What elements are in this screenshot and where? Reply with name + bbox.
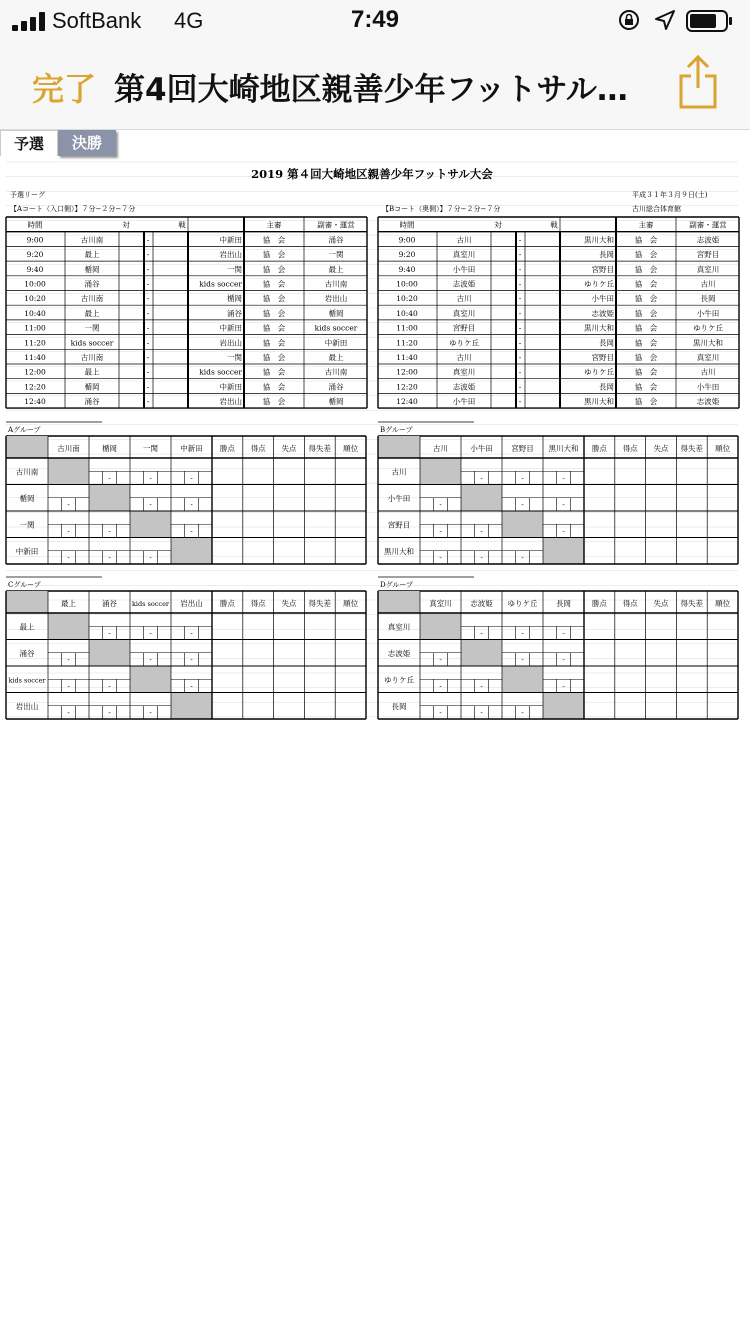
sub-referee: 真室川 xyxy=(696,353,720,362)
away-team: 長岡 xyxy=(599,382,614,392)
away-team: 黒川大和 xyxy=(584,397,614,407)
score-dash: - xyxy=(521,656,524,664)
tab-final[interactable]: 決勝 xyxy=(58,130,116,156)
score-dash: - xyxy=(146,308,150,318)
sheet-tabs xyxy=(0,128,750,156)
score-dash: - xyxy=(518,279,522,289)
score-dash: - xyxy=(562,501,565,509)
standing-header: 失点 xyxy=(653,599,669,608)
score-dash: - xyxy=(480,474,483,483)
score-dash: - xyxy=(108,629,111,638)
orientation-lock-icon xyxy=(618,9,640,31)
standing-header: 得失差 xyxy=(680,599,704,608)
referee-cell: 協 会 xyxy=(262,323,286,333)
match-time: 11:40 xyxy=(24,353,46,362)
standing-header: 勝点 xyxy=(591,599,607,608)
group-label: Aグループ xyxy=(8,426,41,434)
standing-header: 勝点 xyxy=(591,444,607,453)
score-dash: - xyxy=(67,527,70,536)
score-dash: - xyxy=(439,527,442,536)
sub-referee: 涌谷 xyxy=(328,382,344,392)
group-col-team: 最上 xyxy=(61,599,76,608)
group-row-team: 最上 xyxy=(19,622,35,632)
diagonal-cell xyxy=(502,511,543,538)
away-team: 小牛田 xyxy=(591,294,614,304)
network-label: 4G xyxy=(174,8,204,33)
group-corner xyxy=(6,591,48,613)
away-team: 中新田 xyxy=(219,382,242,392)
sub-referee: 志波姫 xyxy=(696,397,720,407)
away-team: 涌谷 xyxy=(227,308,242,318)
match-time: 11:40 xyxy=(396,353,418,362)
home-team: 涌谷 xyxy=(84,279,100,289)
location-icon xyxy=(654,9,676,31)
standing-header: 得失差 xyxy=(680,444,704,453)
sub-referee: 楯岡 xyxy=(328,397,344,407)
score-dash: - xyxy=(149,474,152,483)
venue-label: 古川総合体育館 xyxy=(632,205,681,213)
home-team: 古川 xyxy=(456,353,472,362)
match-time: 10:20 xyxy=(24,294,46,304)
status-bar xyxy=(0,0,750,40)
score-dash: - xyxy=(190,656,193,664)
sub-referee: ゆりケ丘 xyxy=(693,323,723,333)
score-dash: - xyxy=(521,709,524,717)
group-corner xyxy=(378,591,420,613)
score-dash: - xyxy=(521,474,524,483)
score-dash: - xyxy=(480,682,483,691)
group-row-team: 小牛田 xyxy=(387,493,411,503)
away-team: 黒川大和 xyxy=(584,323,614,333)
home-team: 最上 xyxy=(84,250,100,260)
away-team: 宮野目 xyxy=(591,264,614,274)
header-vs: 対 xyxy=(122,220,130,230)
match-time: 9:40 xyxy=(398,264,416,274)
away-team: kids soccer xyxy=(199,279,242,289)
standing-header: 得失差 xyxy=(308,444,332,453)
date-label: 平成３１年３月９日(土) xyxy=(632,191,708,199)
score-dash: - xyxy=(146,294,150,304)
referee-cell: 協 会 xyxy=(634,279,658,289)
match-time: 9:20 xyxy=(26,250,44,260)
score-dash: - xyxy=(480,554,483,562)
match-time: 12:20 xyxy=(396,382,418,392)
score-dash: - xyxy=(67,709,70,717)
referee-cell: 協 会 xyxy=(634,397,658,407)
referee-cell: 協 会 xyxy=(634,382,658,392)
away-team: ゆりケ丘 xyxy=(584,279,614,289)
diagonal-cell xyxy=(171,538,212,565)
group-corner xyxy=(6,436,48,458)
group-row-team: ゆりケ丘 xyxy=(384,675,414,685)
referee-cell: 協 会 xyxy=(262,264,286,274)
sub-referee: 最上 xyxy=(328,264,344,274)
score-dash: - xyxy=(562,656,565,664)
score-dash: - xyxy=(108,474,111,483)
home-team: 最上 xyxy=(84,308,100,318)
away-team: 宮野目 xyxy=(591,353,614,362)
score-dash: - xyxy=(439,501,442,509)
home-team: 一関 xyxy=(84,323,100,333)
score-dash: - xyxy=(518,353,522,362)
score-dash: - xyxy=(67,501,70,509)
score-dash: - xyxy=(146,279,150,289)
diagonal-cell xyxy=(461,485,502,512)
away-team: 楯岡 xyxy=(227,294,242,304)
sheet-title: 2019 第４回大崎地区親善少年フットサル大会 xyxy=(251,167,493,181)
score-dash: - xyxy=(146,323,150,333)
score-dash: - xyxy=(149,709,152,717)
score-dash: - xyxy=(108,682,111,691)
sub-referee: 黒川大和 xyxy=(693,338,723,348)
score-dash: - xyxy=(190,682,193,691)
away-team: 長岡 xyxy=(599,338,614,348)
sub-referee: 一関 xyxy=(328,250,344,260)
away-team: 中新田 xyxy=(219,235,242,245)
diagonal-cell xyxy=(171,693,212,720)
tab-preliminary[interactable]: 予選 xyxy=(0,130,58,156)
home-team: kids soccer xyxy=(70,338,114,348)
standing-header: 勝点 xyxy=(219,444,235,453)
group-row-team: 古川 xyxy=(391,467,407,477)
score-dash: - xyxy=(562,474,565,483)
diagonal-cell xyxy=(48,613,89,640)
header-sub: 副審・運営 xyxy=(689,220,727,230)
score-dash: - xyxy=(518,323,522,333)
sub-referee: 最上 xyxy=(328,353,344,362)
match-time: 10:00 xyxy=(24,279,46,289)
score-dash: - xyxy=(518,264,522,274)
score-dash: - xyxy=(518,308,522,318)
standing-header: 失点 xyxy=(653,444,669,453)
match-time: 12:20 xyxy=(24,382,46,392)
score-dash: - xyxy=(518,294,522,304)
league-label: 予選リーグ xyxy=(10,191,45,199)
score-dash: - xyxy=(146,338,150,348)
match-time: 12:00 xyxy=(24,367,46,377)
group-row-team: 一関 xyxy=(19,520,35,530)
match-time: 12:00 xyxy=(396,367,418,377)
score-dash: - xyxy=(518,250,522,260)
score-dash: - xyxy=(108,527,111,536)
home-team: 古川 xyxy=(456,235,472,245)
sub-referee: kids soccer xyxy=(314,323,358,333)
standing-header: 得点 xyxy=(250,444,266,453)
standing-header: 得失差 xyxy=(308,599,332,608)
home-team: 真室川 xyxy=(452,367,476,377)
diagonal-cell xyxy=(543,538,584,565)
standing-header: 得点 xyxy=(622,444,638,453)
sub-referee: 岩出山 xyxy=(324,294,348,304)
court-a-label: 【Aコート（入口側）】７分−２分−７分 xyxy=(10,205,136,213)
match-time: 11:00 xyxy=(396,323,418,333)
group-col-team: 長岡 xyxy=(556,599,571,608)
group-row-team: 長岡 xyxy=(391,701,407,711)
match-time: 9:00 xyxy=(26,235,44,245)
referee-cell: 協 会 xyxy=(262,308,286,318)
sub-referee: 真室川 xyxy=(696,264,720,274)
sub-referee: 古川 xyxy=(700,279,716,289)
home-team: 楯岡 xyxy=(84,382,100,392)
sub-referee: 涌谷 xyxy=(328,235,344,245)
referee-cell: 協 会 xyxy=(634,338,658,348)
group-col-team: 中新田 xyxy=(180,444,203,453)
match-time: 10:40 xyxy=(24,308,46,318)
score-dash: - xyxy=(67,554,70,562)
match-time: 9:00 xyxy=(398,235,416,245)
group-col-team: 楯岡 xyxy=(102,444,117,453)
score-dash: - xyxy=(146,397,150,407)
standing-header: 失点 xyxy=(281,599,297,608)
group-col-team: 古川 xyxy=(433,444,448,453)
match-time: 12:40 xyxy=(24,397,46,407)
score-dash: - xyxy=(439,656,442,664)
score-dash: - xyxy=(518,338,522,348)
group-label: Bグループ xyxy=(380,426,413,434)
diagonal-cell xyxy=(48,458,89,485)
referee-cell: 協 会 xyxy=(262,250,286,260)
score-dash: - xyxy=(190,527,193,536)
score-dash: - xyxy=(521,629,524,638)
standing-header: 勝点 xyxy=(219,599,235,608)
away-team: 一関 xyxy=(227,264,242,274)
away-team: kids soccer xyxy=(199,367,242,377)
group-col-team: 黒川大和 xyxy=(548,444,579,453)
match-time: 11:20 xyxy=(396,338,418,348)
group-col-team: 古川南 xyxy=(57,444,80,453)
home-team: 古川南 xyxy=(80,353,104,362)
group-label: Dグループ xyxy=(380,581,414,589)
score-dash: - xyxy=(149,501,152,509)
header-time: 時間 xyxy=(27,220,43,230)
score-dash: - xyxy=(562,527,565,536)
home-team: 真室川 xyxy=(452,308,476,318)
home-team: 真室川 xyxy=(452,250,476,260)
score-dash: - xyxy=(521,501,524,509)
group-row-team: 古川南 xyxy=(15,467,39,477)
battery-icon xyxy=(686,10,734,32)
sub-referee: 古川南 xyxy=(324,367,348,377)
group-col-team: 真室川 xyxy=(429,599,452,608)
score-dash: - xyxy=(146,235,150,245)
score-dash: - xyxy=(190,501,193,509)
score-dash: - xyxy=(146,353,150,362)
score-dash: - xyxy=(67,656,70,664)
away-team: 岩出山 xyxy=(219,250,242,260)
referee-cell: 協 会 xyxy=(262,397,286,407)
group-row-team: kids soccer xyxy=(8,676,46,685)
score-dash: - xyxy=(518,397,522,407)
away-team: ゆりケ丘 xyxy=(584,367,614,377)
match-time: 9:20 xyxy=(398,250,416,260)
navigation-bar xyxy=(0,40,750,130)
diagonal-cell xyxy=(420,613,461,640)
away-team: 長岡 xyxy=(599,250,614,260)
header-referee: 主審 xyxy=(266,220,282,230)
match-time: 12:40 xyxy=(396,397,418,407)
standing-header: 得点 xyxy=(250,599,266,608)
referee-cell: 協 会 xyxy=(262,279,286,289)
referee-cell: 協 会 xyxy=(634,294,658,304)
score-dash: - xyxy=(149,656,152,664)
referee-cell: 協 会 xyxy=(634,308,658,318)
score-dash: - xyxy=(518,367,522,377)
header-vs: 戦 xyxy=(550,220,558,230)
group-col-team: 岩出山 xyxy=(180,599,203,608)
group-label: Cグループ xyxy=(8,581,41,589)
away-team: 志波姫 xyxy=(591,308,614,318)
home-team: 古川 xyxy=(456,294,472,304)
score-dash: - xyxy=(439,554,442,562)
spreadsheet xyxy=(0,160,750,730)
standing-header: 失点 xyxy=(281,444,297,453)
standing-header: 順位 xyxy=(343,444,359,453)
header-vs: 戦 xyxy=(178,220,186,230)
score-dash: - xyxy=(480,709,483,717)
match-time: 10:00 xyxy=(396,279,418,289)
header-time: 時間 xyxy=(399,220,415,230)
score-dash: - xyxy=(480,629,483,638)
court-b-label: 【Bコート（奥側）】７分−２分−７分 xyxy=(382,205,501,213)
sub-referee: 古川 xyxy=(700,367,716,377)
carrier-label: SoftBank xyxy=(52,8,142,33)
home-team: 小牛田 xyxy=(452,264,476,274)
score-dash: - xyxy=(146,382,150,392)
group-col-team: kids soccer xyxy=(131,600,170,608)
score-dash: - xyxy=(67,682,70,691)
score-dash: - xyxy=(518,382,522,392)
sub-referee: 長岡 xyxy=(700,294,716,304)
match-time: 11:20 xyxy=(24,338,46,348)
standing-header: 順位 xyxy=(715,444,731,453)
sub-referee: 中新田 xyxy=(324,338,348,348)
score-dash: - xyxy=(146,264,150,274)
referee-cell: 協 会 xyxy=(262,235,286,245)
diagonal-cell xyxy=(130,511,171,538)
referee-cell: 協 会 xyxy=(262,382,286,392)
referee-cell: 協 会 xyxy=(262,353,286,362)
header-vs: 対 xyxy=(494,220,502,230)
score-dash: - xyxy=(149,554,152,562)
home-team: 志波姫 xyxy=(452,279,476,289)
group-row-team: 楯岡 xyxy=(19,493,35,503)
group-row-team: 黒川大和 xyxy=(384,546,414,556)
referee-cell: 協 会 xyxy=(262,294,286,304)
group-corner xyxy=(378,436,420,458)
away-team: 中新田 xyxy=(219,323,242,333)
score-dash: - xyxy=(149,629,152,638)
done-button[interactable]: 完了 xyxy=(32,70,97,108)
score-dash: - xyxy=(521,554,524,562)
away-team: 岩出山 xyxy=(219,338,242,348)
header-referee: 主審 xyxy=(638,220,654,230)
group-col-team: 宮野目 xyxy=(511,444,534,453)
diagonal-cell xyxy=(461,640,502,667)
group-col-team: 志波姫 xyxy=(470,599,493,608)
home-team: 最上 xyxy=(84,367,100,377)
home-team: ゆりケ丘 xyxy=(449,338,479,348)
home-team: 古川南 xyxy=(80,235,104,245)
referee-cell: 協 会 xyxy=(634,264,658,274)
referee-cell: 協 会 xyxy=(634,323,658,333)
score-dash: - xyxy=(108,709,111,717)
header-sub: 副審・運営 xyxy=(317,220,355,230)
diagonal-cell xyxy=(543,693,584,720)
referee-cell: 協 会 xyxy=(634,250,658,260)
sub-referee: 小牛田 xyxy=(696,382,720,392)
away-team: 黒川大和 xyxy=(584,235,614,245)
score-dash: - xyxy=(108,554,111,562)
sub-referee: 古川南 xyxy=(324,279,348,289)
diagonal-cell xyxy=(502,666,543,693)
referee-cell: 協 会 xyxy=(634,235,658,245)
group-row-team: 志波姫 xyxy=(387,648,411,658)
group-row-team: 涌谷 xyxy=(19,648,35,658)
group-row-team: 宮野目 xyxy=(387,520,411,530)
share-icon[interactable] xyxy=(676,54,720,110)
score-dash: - xyxy=(562,682,565,691)
away-team: 岩出山 xyxy=(219,397,242,407)
group-col-team: 涌谷 xyxy=(102,599,117,608)
group-col-team: ゆりケ丘 xyxy=(507,599,538,608)
sub-referee: 楯岡 xyxy=(328,308,344,318)
score-dash: - xyxy=(518,235,522,245)
home-team: 小牛田 xyxy=(452,397,476,407)
group-col-team: 小牛田 xyxy=(470,444,493,453)
home-team: 古川南 xyxy=(80,294,104,304)
diagonal-cell xyxy=(420,458,461,485)
score-dash: - xyxy=(190,629,193,638)
match-time: 9:40 xyxy=(26,264,44,274)
score-dash: - xyxy=(146,250,150,260)
referee-cell: 協 会 xyxy=(634,353,658,362)
home-team: 涌谷 xyxy=(84,397,100,407)
home-team: 宮野目 xyxy=(452,323,476,333)
sub-referee: 志波姫 xyxy=(696,235,720,245)
standing-header: 順位 xyxy=(343,599,359,608)
diagonal-cell xyxy=(89,640,130,667)
referee-cell: 協 会 xyxy=(262,367,286,377)
referee-cell: 協 会 xyxy=(634,367,658,377)
diagonal-cell xyxy=(130,666,171,693)
match-time: 11:00 xyxy=(24,323,46,333)
sub-referee: 宮野目 xyxy=(696,250,720,260)
sub-referee: 小牛田 xyxy=(696,308,720,318)
clock: 7:49 xyxy=(350,6,400,33)
home-team: 志波姫 xyxy=(452,382,476,392)
referee-cell: 協 会 xyxy=(262,338,286,348)
standing-header: 順位 xyxy=(715,599,731,608)
group-row-team: 中新田 xyxy=(15,546,39,556)
score-dash: - xyxy=(190,474,193,483)
home-team: 楯岡 xyxy=(84,264,100,274)
group-col-team: 一関 xyxy=(143,444,158,453)
away-team: 一関 xyxy=(227,353,242,362)
match-time: 10:40 xyxy=(396,308,418,318)
group-row-team: 真室川 xyxy=(387,622,411,632)
score-dash: - xyxy=(562,629,565,638)
diagonal-cell xyxy=(89,485,130,512)
score-dash: - xyxy=(439,682,442,691)
score-dash: - xyxy=(439,709,442,717)
score-dash: - xyxy=(146,367,150,377)
score-dash: - xyxy=(480,527,483,536)
standing-header: 得点 xyxy=(622,599,638,608)
group-row-team: 岩出山 xyxy=(15,701,39,711)
document-title: 第4回大崎地区親善少年フットサル… xyxy=(114,72,628,108)
match-time: 10:20 xyxy=(396,294,418,304)
